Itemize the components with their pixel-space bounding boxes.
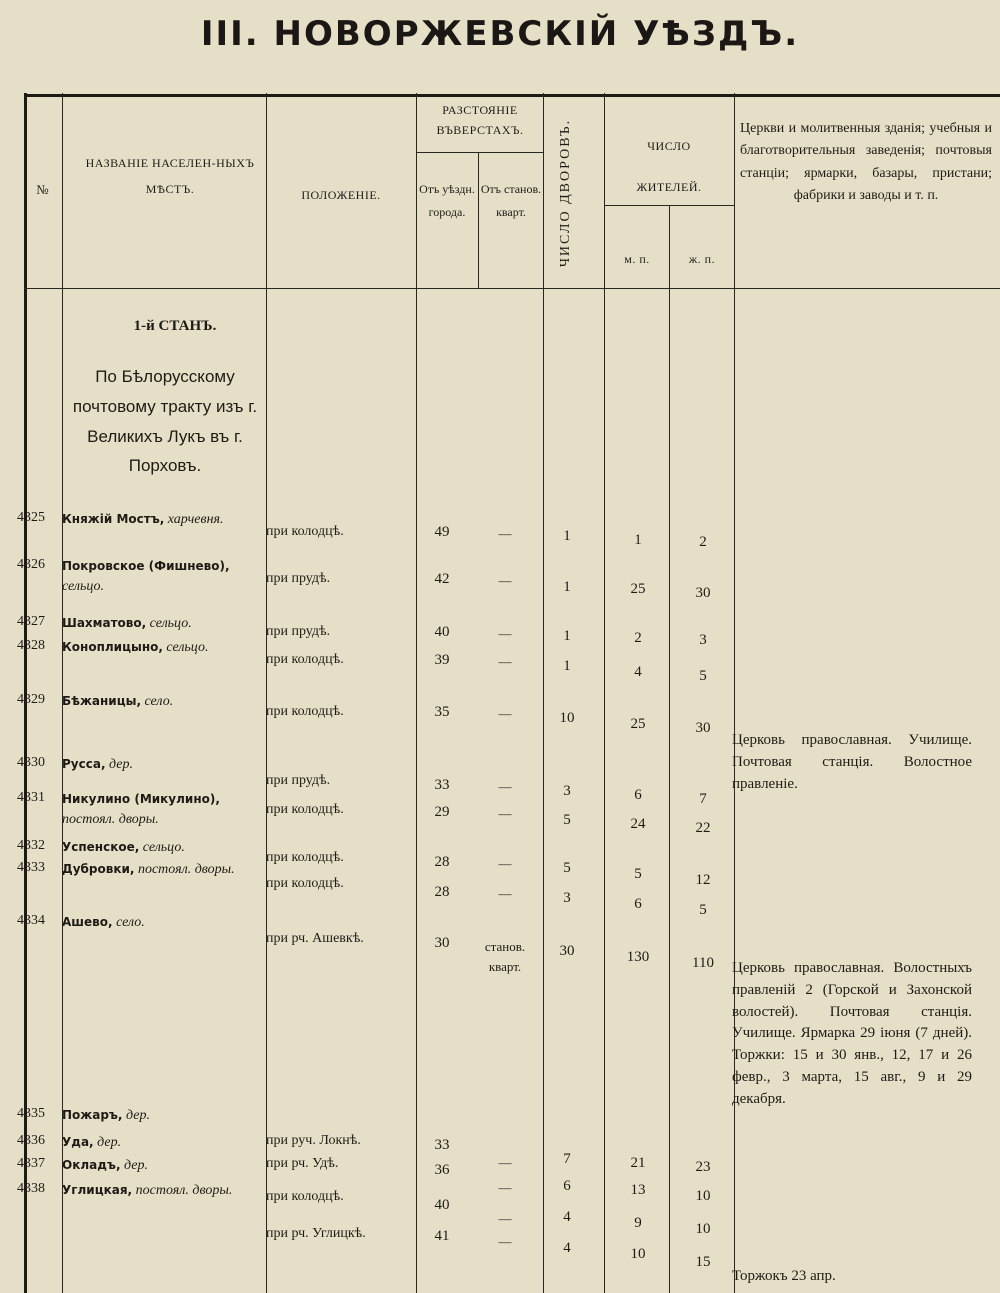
header-households-text: ЧИСЛО ДВОРОВЪ. — [558, 118, 573, 267]
table-row — [0, 1106, 1000, 1128]
section-title: 1-й СТАНЪ. — [133, 318, 217, 334]
row-households: 5 — [563, 812, 571, 828]
place-kind: постоял. дворы. — [135, 1183, 233, 1198]
row-number: 4330 — [17, 755, 45, 770]
row-number: 4335 — [17, 1106, 45, 1121]
table-row — [0, 790, 1000, 836]
row-male: 2 — [634, 630, 642, 646]
row-dist-town: 30 — [434, 935, 450, 951]
header-from-stan: Отъ станов. кварт. — [480, 182, 542, 219]
row-number: 4331 — [17, 790, 45, 805]
place-kind: сельцо. — [149, 616, 192, 631]
row-dist-town: 41 — [434, 1228, 450, 1244]
place-name: Бѣжаницы, — [62, 694, 142, 708]
row-dist-town: 35 — [434, 704, 450, 720]
row-position: при рч. Ашевкѣ. — [266, 931, 364, 946]
subcol-divider — [478, 152, 479, 288]
place-name: Дубровки, — [62, 862, 135, 876]
row-dist-stan: — — [498, 779, 512, 794]
row-position: при колодцѣ. — [266, 850, 344, 865]
table-row — [0, 860, 1000, 918]
row-male: 25 — [630, 716, 646, 732]
row-dist-stan: — — [498, 1155, 512, 1170]
row-male: 6 — [634, 787, 642, 803]
row-name — [62, 510, 262, 530]
row-dist-stan: — — [498, 526, 512, 541]
row-female: 12 — [695, 872, 711, 888]
row-dist-town: 40 — [434, 624, 450, 640]
place-kind: сельцо. — [142, 840, 185, 855]
row-households: 7 — [563, 1151, 571, 1167]
subcol-divider — [669, 205, 670, 1293]
row-dist-stan: — — [498, 1234, 512, 1249]
row-position: при колодцѣ. — [266, 1189, 344, 1204]
row-dist-town: 33 — [434, 777, 450, 793]
row-dist-town: 28 — [434, 854, 450, 870]
row-male: 21 — [630, 1155, 646, 1171]
row-households: 4 — [563, 1209, 571, 1225]
row-number: 4338 — [17, 1181, 45, 1196]
row-name — [62, 838, 262, 858]
row-name — [62, 638, 262, 658]
row-male: 13 — [630, 1182, 646, 1198]
place-name: Коноплицыно, — [62, 640, 163, 654]
row-dist-stan: — — [498, 806, 512, 821]
row-dist-town: 39 — [434, 652, 450, 668]
row-households: 3 — [563, 890, 571, 906]
row-male: 24 — [630, 816, 646, 832]
place-name: Окладъ, — [62, 1158, 121, 1172]
row-number: 4336 — [17, 1133, 45, 1148]
table-top-border — [24, 94, 1000, 97]
row-households: 6 — [563, 1178, 571, 1194]
row-dist-stan: — — [498, 626, 512, 641]
row-position: при колодцѣ. — [266, 524, 344, 539]
place-name: Покровское (Фишнево), — [62, 559, 230, 573]
row-male: 1 — [634, 532, 642, 548]
row-male: 130 — [626, 949, 650, 965]
place-name: Углицкая, — [62, 1183, 133, 1197]
row-number: 4332 — [17, 838, 45, 853]
place-kind: дер. — [97, 1135, 122, 1150]
row-position: при прудѣ. — [266, 624, 331, 639]
row-households: 10 — [559, 710, 575, 726]
row-male: 6 — [634, 896, 642, 912]
note-ashevo: Церковь православная. Волостныхъ правленій 2 (Горской и Захонской волостей). Почтовая станція. Училище. Ярмарка 29 іюня (7 дней). Торжки: 15 и 30 янв., 12, 17 и 26 февр., 3 марта, 15 авг., 9 и 29 декабря. — [732, 960, 972, 1107]
place-kind: дер. — [109, 757, 133, 772]
row-female: 30 — [695, 720, 711, 736]
row-name — [62, 1181, 262, 1201]
place-name: Русса, — [62, 757, 106, 771]
row-name — [62, 1106, 262, 1126]
row-position: при руч. Локнѣ. — [266, 1133, 361, 1148]
distance-subheader-border — [416, 152, 543, 153]
place-kind: постоял. дворы. — [62, 812, 159, 828]
place-kind: село. — [116, 915, 145, 930]
row-male: 10 — [630, 1246, 646, 1262]
row-number: 4337 — [17, 1156, 45, 1171]
row-name — [62, 1133, 262, 1153]
row-dist-town: 28 — [434, 884, 450, 900]
row-number: 4334 — [17, 913, 45, 928]
row-households: 3 — [563, 783, 571, 799]
row-dist-town: 29 — [434, 804, 450, 820]
section-subtitle: По Бѣлорусскому почтовому тракту изъ г. Великихъ Лукъ въ г. Порховъ. — [72, 367, 258, 476]
row-name — [62, 913, 262, 933]
header-inhabitants: ЧИСЛО ЖИТЕЛЕЙ. — [636, 139, 702, 194]
row-dist-town: 42 — [434, 571, 450, 587]
row-position: при рч. Углицкѣ. — [266, 1226, 366, 1241]
row-households: 30 — [559, 943, 575, 959]
row-female: 22 — [695, 820, 711, 836]
row-female: 23 — [695, 1159, 711, 1175]
row-number: 4328 — [17, 638, 45, 653]
place-kind: постоял. дворы. — [137, 862, 235, 877]
place-name: Княжій Мостъ, — [62, 512, 165, 526]
row-position: при колодцѣ. — [266, 876, 344, 891]
note-bezhanitsy: Церковь православная. Училище. Почтовая станція. Волостное правленіе. — [732, 732, 972, 792]
row-female: 10 — [695, 1221, 711, 1237]
header-position: ПОЛОЖЕНІЕ. — [301, 188, 381, 202]
row-dist-stan: станов. кварт. — [484, 939, 526, 974]
place-kind: сельцо. — [62, 579, 105, 595]
row-number: 4333 — [17, 860, 45, 875]
table-row — [0, 1226, 1000, 1270]
place-name: Никулино (Микулино), — [62, 792, 220, 806]
place-kind: сельцо. — [166, 640, 209, 655]
place-name: Ашево, — [62, 915, 113, 929]
place-kind: харчевня. — [167, 512, 224, 527]
row-households: 5 — [563, 860, 571, 876]
row-dist-town: 49 — [434, 524, 450, 540]
row-dist-stan: — — [498, 1180, 512, 1195]
row-dist-town: 36 — [434, 1162, 450, 1178]
row-dist-stan: — — [498, 654, 512, 669]
table-row — [0, 913, 1000, 974]
row-number: 4325 — [17, 510, 45, 525]
row-female: 30 — [695, 585, 711, 601]
header-female: ж. п. — [688, 252, 716, 266]
row-name — [62, 860, 262, 880]
place-name: Успенское, — [62, 840, 140, 854]
row-households: 1 — [563, 528, 571, 544]
row-female: 7 — [699, 791, 707, 807]
row-female: 10 — [695, 1188, 711, 1204]
row-male: 4 — [634, 664, 642, 680]
row-dist-stan: — — [498, 856, 512, 871]
row-dist-town: 40 — [434, 1197, 450, 1213]
header-number: № — [36, 182, 50, 197]
row-name — [62, 557, 262, 598]
row-female: 110 — [692, 955, 714, 971]
row-households: 1 — [563, 628, 571, 644]
table-row — [0, 692, 1000, 736]
row-female: 5 — [699, 902, 707, 918]
row-name — [62, 614, 262, 634]
row-position: при колодцѣ. — [266, 652, 344, 667]
place-kind: дер. — [124, 1158, 148, 1173]
row-position: при колодцѣ. — [266, 704, 344, 719]
table-row — [0, 638, 1000, 684]
header-distance: РАЗСТОЯНІЕ ВЪВЕРСТАХЪ. — [436, 103, 524, 138]
row-dist-stan: — — [498, 573, 512, 588]
row-dist-stan: — — [498, 706, 512, 721]
page-title: III. НОВОРЖЕВСКІЙ УѢЗДЪ. — [200, 14, 800, 54]
place-kind: село. — [144, 694, 174, 709]
place-name: Уда, — [62, 1135, 94, 1149]
row-dist-stan: — — [498, 1211, 512, 1226]
row-dist-stan: — — [498, 886, 512, 901]
header-notes: Церкви и молитвенныя зданія; учебныя и благотворительныя заведенія; почтовыя станціи; ярмарки, базары, пристани; фабрики и заводы и т. п. — [740, 121, 992, 204]
header-male: м. п. — [624, 252, 650, 266]
row-dist-town: 33 — [434, 1137, 450, 1153]
header-from-town: Отъ уѣздн. города. — [419, 182, 475, 219]
header-households — [540, 100, 592, 285]
row-name — [62, 790, 262, 831]
note-last: Торжокъ 23 апр. — [732, 1268, 836, 1284]
row-male: 5 — [634, 866, 642, 882]
row-female: 3 — [699, 632, 707, 648]
row-number: 4326 — [17, 557, 45, 572]
row-position: при колодцѣ. — [266, 802, 344, 817]
row-number: 4329 — [17, 692, 45, 707]
row-number: 4327 — [17, 614, 45, 629]
table-row — [0, 557, 1000, 601]
header-bottom-border — [24, 288, 1000, 289]
row-name — [62, 692, 262, 712]
header-name: НАЗВАНІЕ НАСЕЛЕН-НЫХЪ МѢСТЪ. — [85, 156, 255, 197]
place-name: Шахматово, — [62, 616, 147, 630]
row-female: 15 — [695, 1254, 711, 1270]
row-households: 1 — [563, 658, 571, 674]
place-name: Пожаръ, — [62, 1108, 123, 1122]
row-name — [62, 1156, 262, 1176]
place-kind: дер. — [126, 1108, 150, 1123]
row-female: 2 — [699, 534, 707, 550]
row-households: 4 — [563, 1240, 571, 1256]
table-row — [0, 510, 1000, 550]
row-position: при рч. Удѣ. — [266, 1156, 339, 1171]
row-female: 5 — [699, 668, 707, 684]
row-name — [62, 755, 262, 775]
row-male: 25 — [630, 581, 646, 597]
row-households: 1 — [563, 579, 571, 595]
row-position: при прудѣ. — [266, 773, 331, 788]
row-male: 9 — [634, 1215, 642, 1231]
row-position: при прудѣ. — [266, 571, 331, 586]
